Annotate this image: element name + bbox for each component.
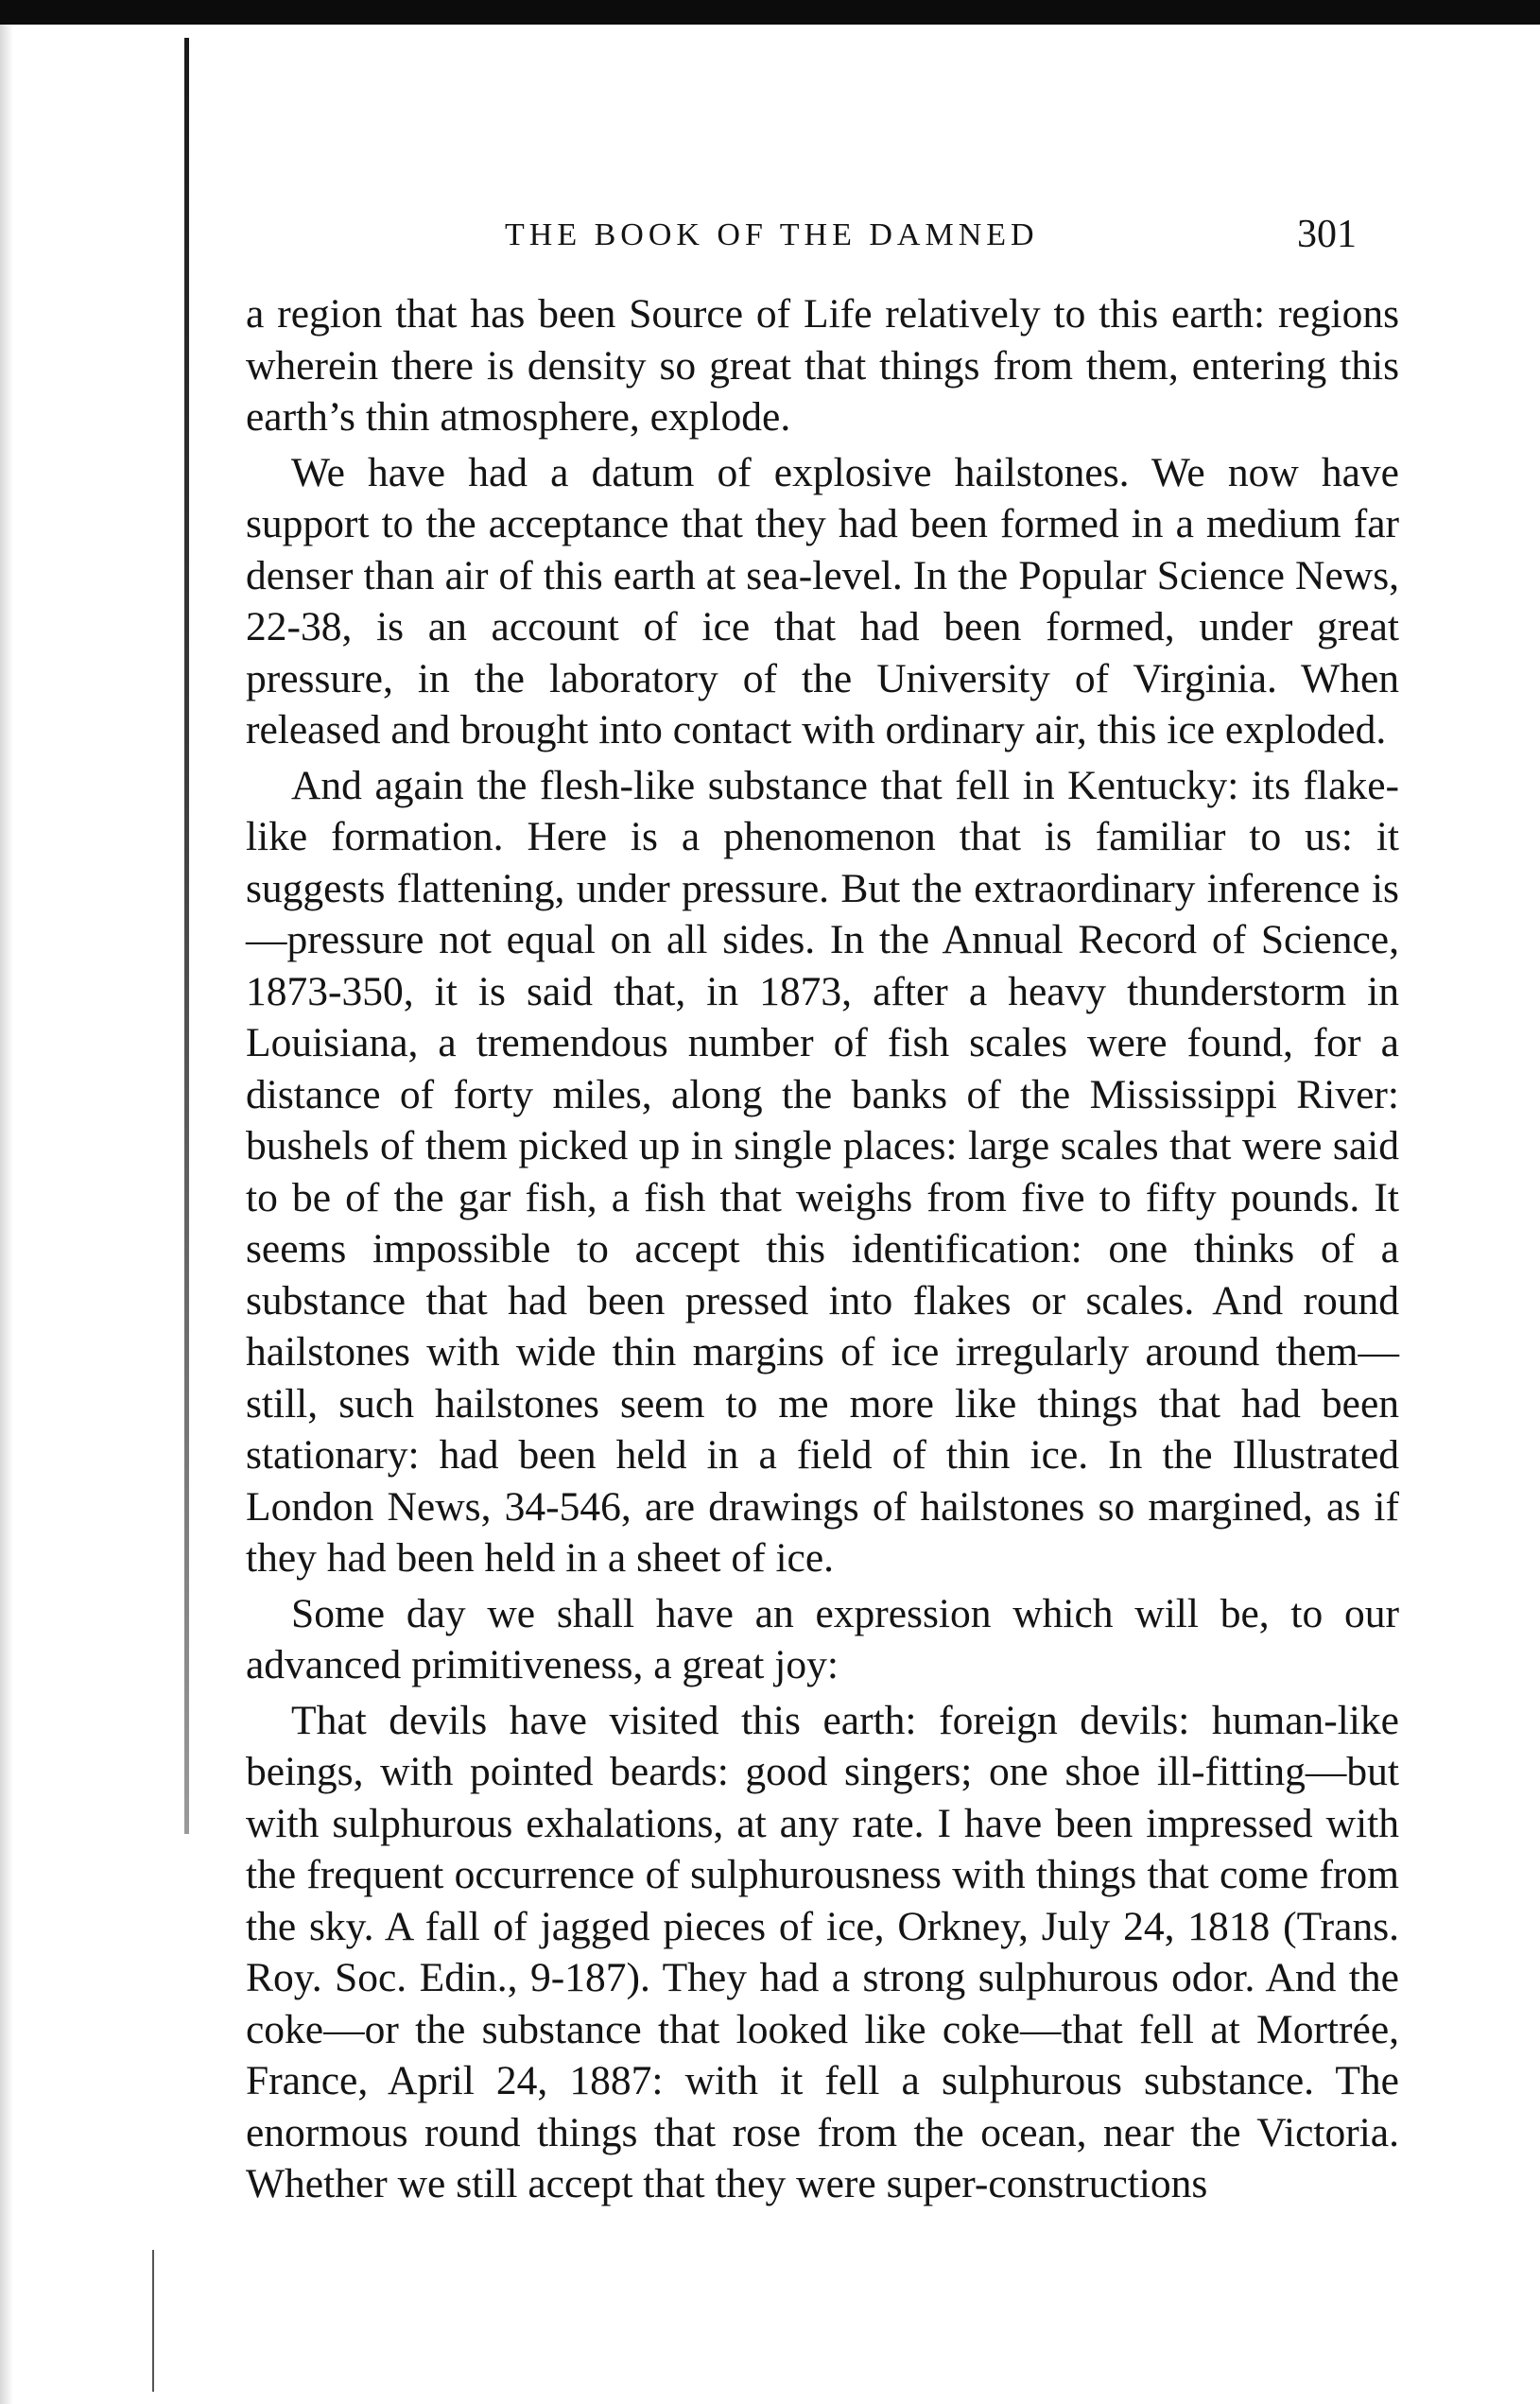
scan-top-border xyxy=(0,0,1540,25)
paragraph: a region that has been Source of Life relatively to this earth: regions wherein there is density so great that things from them, entering this earth’s thin atmosphere, explode. xyxy=(246,291,1399,440)
book-spine-shadow-lower xyxy=(152,2250,154,2392)
paragraph: We have had a datum of explosive hailstones. We now have support to the acceptance that they had been formed in a medium far denser than air of this earth at sea-level. In the Popular Science News, 22-38, is an account of ice that had been formed, under great pressure, in the laboratory of the University of Virginia. When released and brought into contact with ordinary air, this ice exploded. xyxy=(246,449,1399,752)
running-head xyxy=(246,208,1399,284)
scan-gutter-shadow xyxy=(0,25,13,2404)
book-spine-shadow xyxy=(184,38,189,1834)
page-number: 301 xyxy=(1297,213,1357,256)
book-page xyxy=(246,208,1399,2210)
paragraph: Some day we shall have an expression which will be, to our advanced primitiveness, a great joy: xyxy=(246,1590,1399,1687)
body-text xyxy=(246,288,1399,2210)
running-title: THE BOOK OF THE DAMNED xyxy=(505,217,1039,252)
paragraph: And again the flesh-like substance that fell in Kentucky: its flake-like formation. Here is a phenomenon that is familiar to us: it suggests flattening, under pressure. But the extraordinary inference is—pressure not equal on all sides. In the Annual Record of Science, 1873-350, it is said that, in 1873, after a heavy thunderstorm in Louisiana, a tremendous number of fish scales were found, for a distance of forty miles, along the banks of the Mississippi River: bushels of them picked up in single places: large scales that were said to be of the gar fish, a fish that weighs from five to fifty pounds. It seems impossible to accept this identification: one thinks of a substance that had been pressed into flakes or scales. And round hailstones with wide thin margins of ice irregularly around them—still, such hailstones seem to me more like things that had been stationary: had been held in a field of thin ice. In the Illustrated London News, 34-546, are drawings of hailstones so margined, as if they had been held in a sheet of ice. xyxy=(246,762,1399,1581)
paragraph: That devils have visited this earth: foreign devils: human-like beings, with pointed beards: good singers; one shoe ill-fitting—but with sulphurous exhalations, at any rate. I have been impressed with the frequent occurrence of sulphurousness with things that come from the sky. A fall of jagged pieces of ice, Orkney, July 24, 1818 (Trans. Roy. Soc. Edin., 9-187). They had a strong sulphurous odor. And the coke—or the substance that looked like coke—that fell at Mortrée, France, April 24, 1887: with it fell a sulphurous substance. The enormous round things that rose from the ocean, near the Victoria. Whether we still accept that they were super-constructions xyxy=(246,1697,1399,2206)
